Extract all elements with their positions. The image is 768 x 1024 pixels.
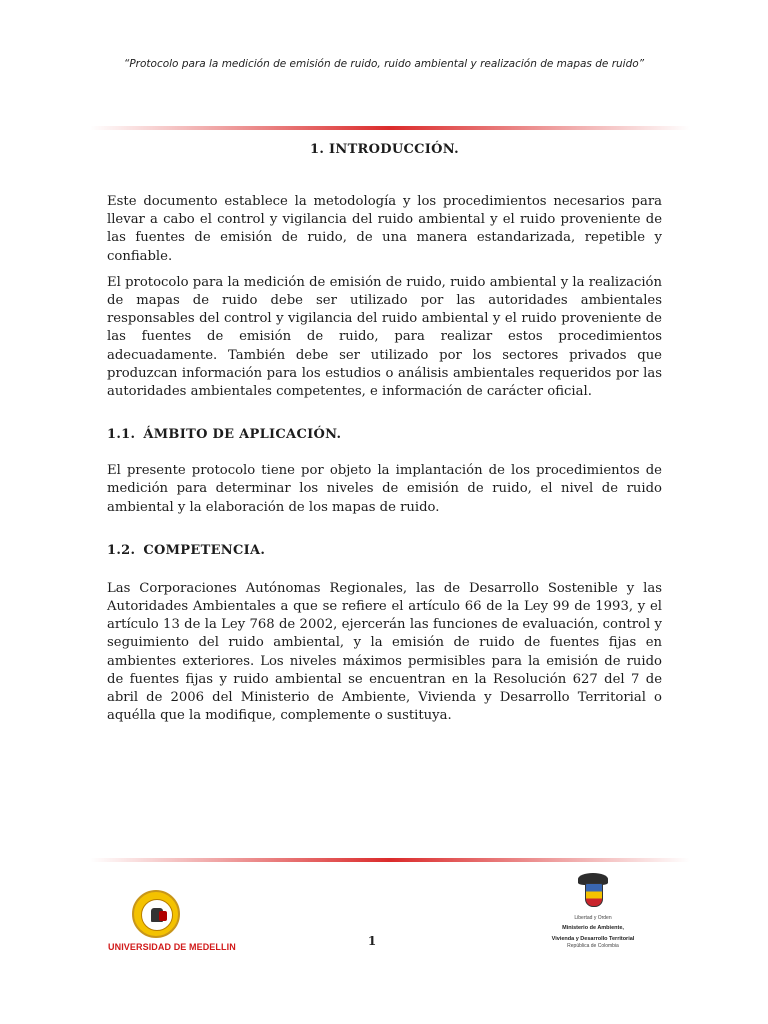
header-divider <box>90 126 690 130</box>
intro-paragraph-1: Este documento establece la metodología y los procedimientos necesarios para llevar a cabo el control y vigilancia del ruido ambiental y el ruido proveniente de las fuentes de emisión de ruido, de una manera estandarizada, repetible y confiable. <box>107 194 662 264</box>
subsection-title: ÁMBITO DE APLICACIÓN. <box>143 427 342 443</box>
ministry-name-line1: Ministerio de Ambiente, <box>562 925 624 931</box>
ministry-logo <box>538 873 648 949</box>
competence-paragraph: Las Corporaciones Autónomas Regionales, las de Desarrollo Sostenible y las Autoridades Ambientales a que se refiere el artículo 66 de la Ley 99 de 1993, y el artículo 13 de la Ley 768 de 2002, ejercerán las funciones de evaluación, control y seguimiento del ruido ambiental, y la emisión de ruido de fuentes fijas en ambientes exteriores. Los niveles máximos permisibles para la emisión de ruido de fuentes fijas y ruido ambiental se encuentran en la Resolución 627 del 7 de abril de 2006 del Ministerio de Ambiente, Vivienda y Desarrollo Territorial o aquélla que la modifique, complemente o sustituya. <box>107 580 662 724</box>
ministry-motto: Libertad y Orden <box>574 915 612 921</box>
ministry-country: República de Colombia <box>567 943 619 950</box>
coat-of-arms-icon <box>578 873 608 911</box>
running-header: “Protocolo para la medición de emisión de ruido, ruido ambiental y realización de mapas de ruido” <box>123 58 645 70</box>
subsection-number: 1.1. <box>107 427 136 443</box>
subsection-title: COMPETENCIA. <box>143 542 266 558</box>
subsection-number: 1.2. <box>107 542 136 558</box>
intro-paragraph-2: El protocolo para la medición de emisión de ruido, ruido ambiental y la realización de mapas de ruido debe ser utilizado por las autoridades ambientales responsables del control y vigilancia del ruido ambiental y el ruido proveniente de las fuentes de emisión de ruido, para realizar estos procedimientos adecuadamente. También debe ser utilizado por los sectores privados que produzcan información para los estudios o análisis ambientales requeridos por las autoridades ambientales competentes, e información de carácter oficial. <box>107 274 662 400</box>
university-name: UNIVERSIDAD DE MEDELLIN <box>108 942 236 952</box>
page-number: 1 <box>367 934 377 948</box>
footer-divider <box>90 858 690 862</box>
section-title: 1. INTRODUCCIÓN. <box>310 142 459 157</box>
subsection-heading-scope <box>107 427 662 442</box>
ministry-name-line2: Vivienda y Desarrollo Territorial <box>551 935 635 942</box>
subsection-heading-competence <box>107 543 662 558</box>
university-seal-icon <box>132 890 180 938</box>
scope-paragraph: El presente protocolo tiene por objeto la implantación de los procedimientos de medición para determinar los niveles de emisión de ruido, el nivel de ruido ambiental y la elaboración de los mapas de ruido. <box>107 463 662 515</box>
page-content <box>107 142 662 725</box>
